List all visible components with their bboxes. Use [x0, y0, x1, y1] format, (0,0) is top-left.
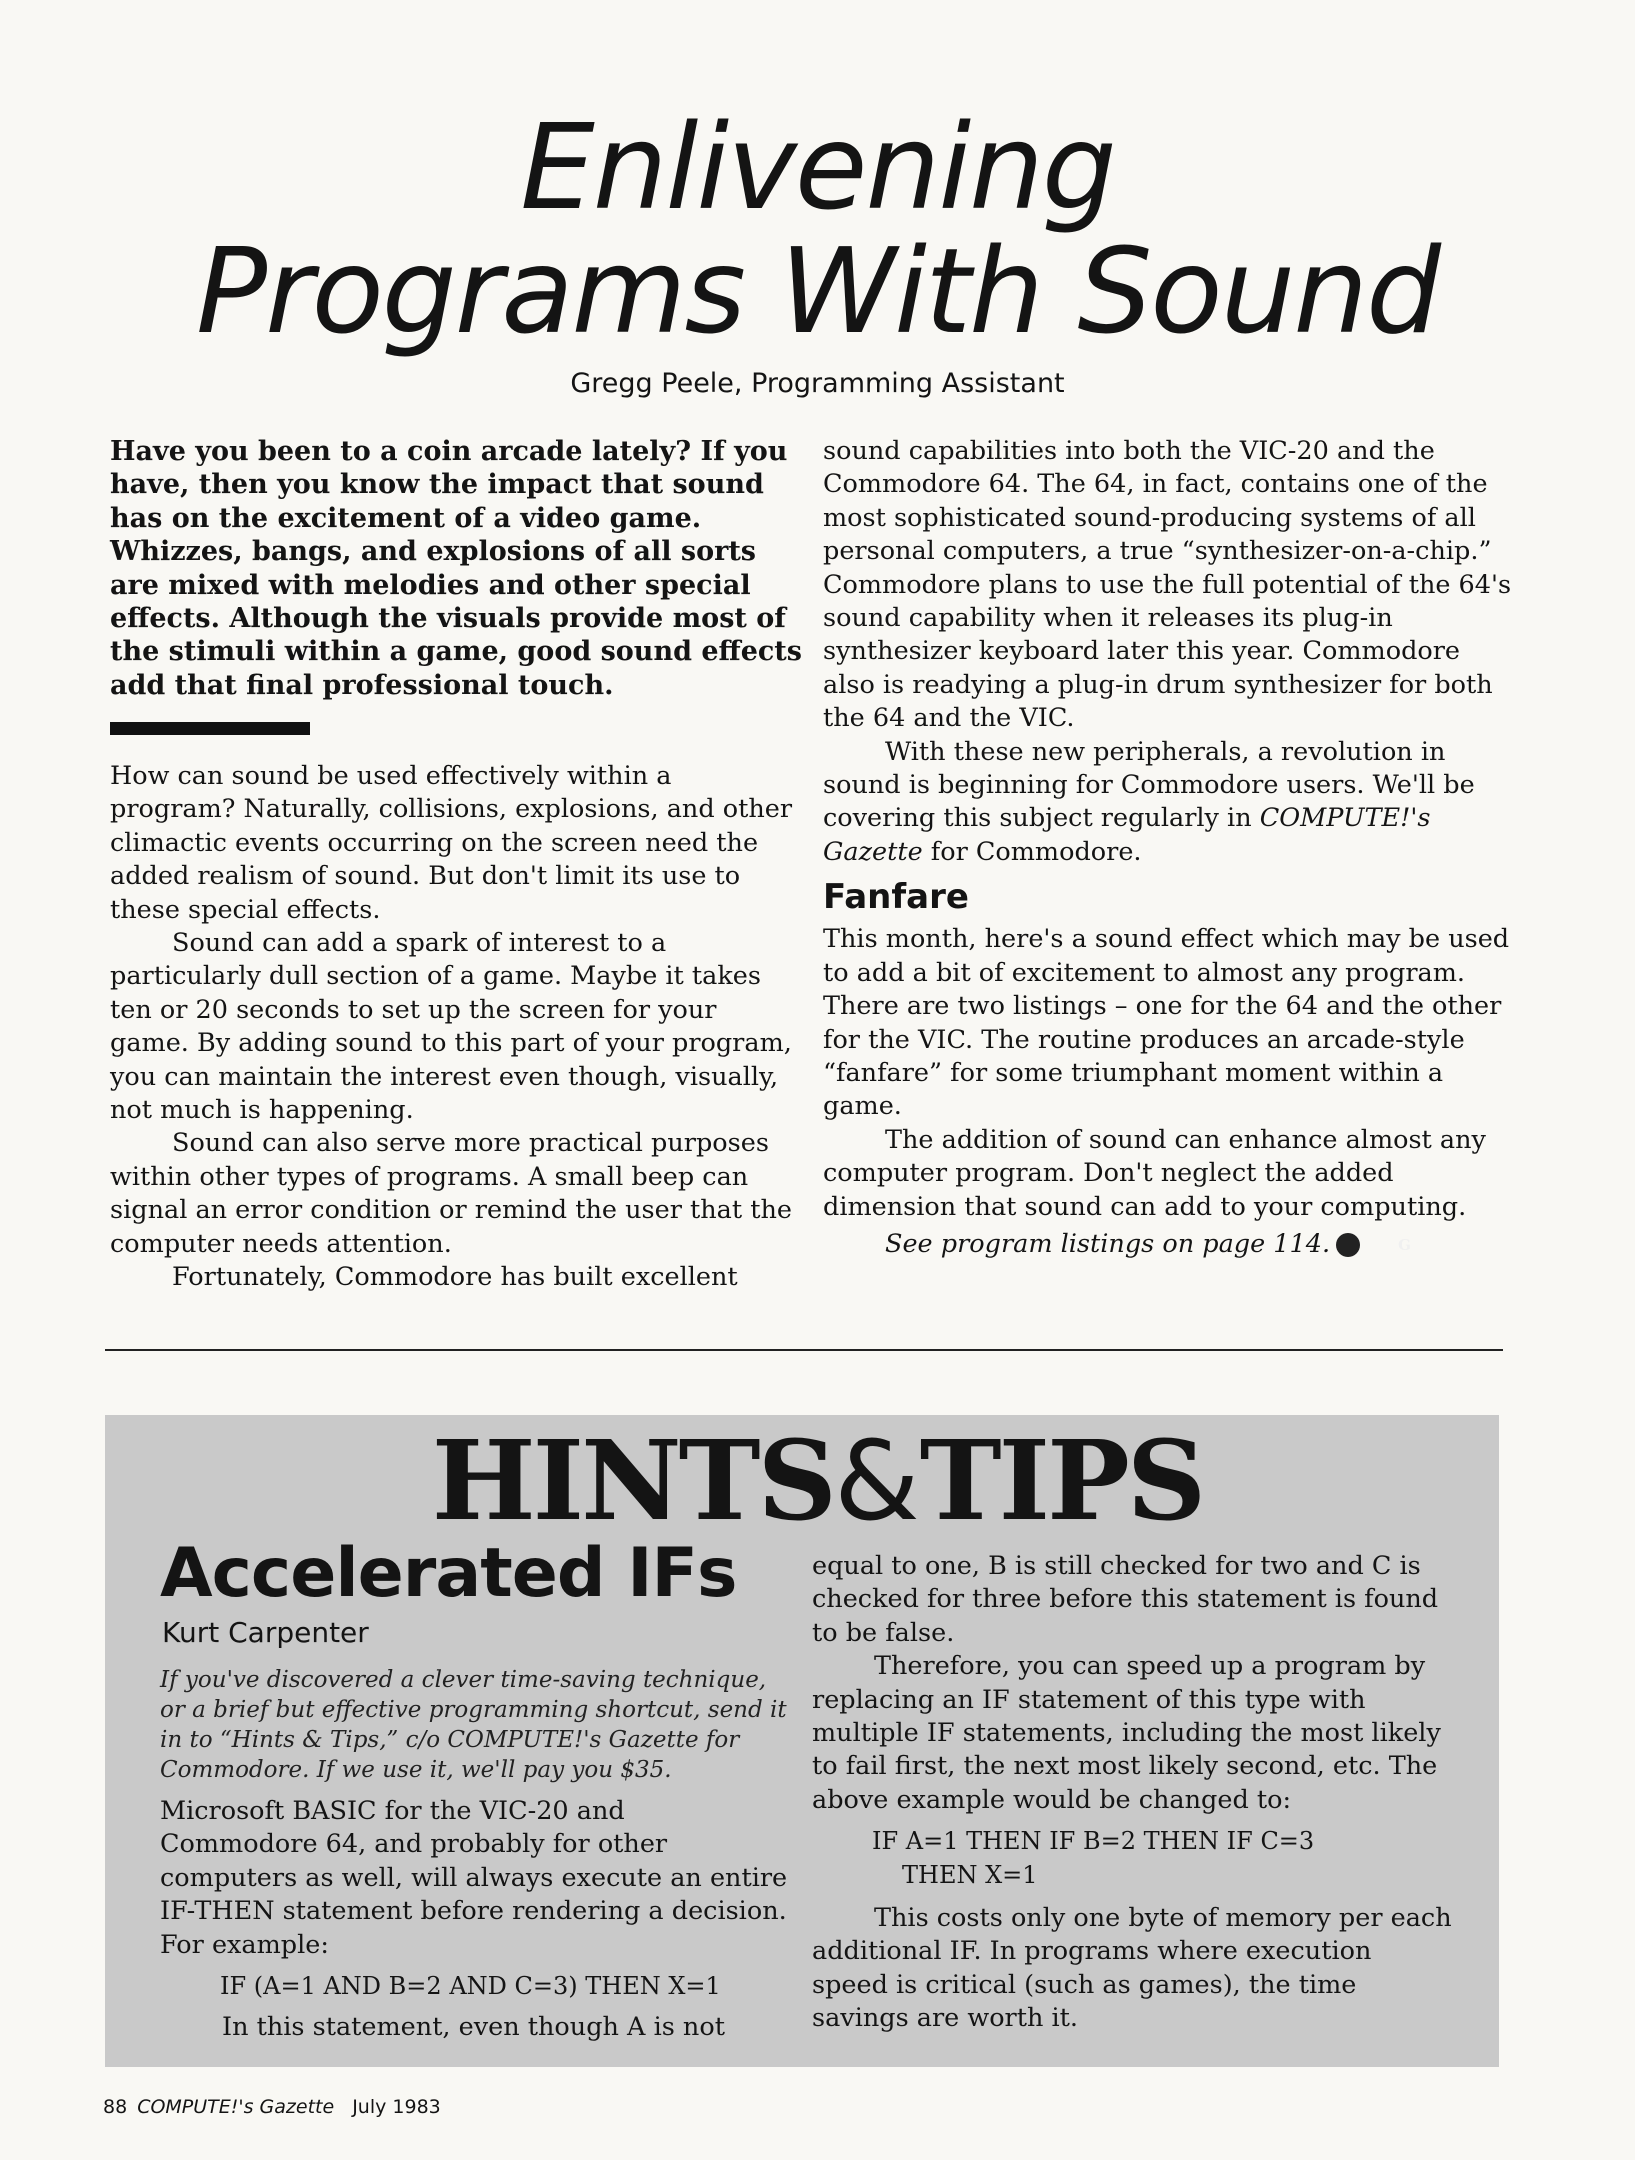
paragraph: Sound can add a spark of interest to a particularly dull section of a game. Maybe it takes ten or 20 seconds to set up the screen for your game. By adding sound to this part of your program, you can maintain the interest even though, visually, not much is happening.: [110, 928, 792, 1126]
paragraph: equal to one, B is still checked for two and C is checked for three before this statement is found to be false.: [812, 1551, 1439, 1648]
hint-left-column: [160, 1665, 790, 2045]
code-example: IF (A=1 AND B=2 AND C=3) THEN X=1: [220, 1972, 721, 2001]
section-heading: Fanfare: [823, 877, 969, 918]
paragraph: Therefore, you can speed up a program by replacing an IF statement of this type with multiple IF statements, including the most likely to fail first, the next most likely second, etc. The above example would be changed to:: [812, 1651, 1441, 1815]
paragraph: Fortunately, Commodore has built excellent: [172, 1262, 738, 1293]
article-right-column: [823, 435, 1513, 1261]
hints-tips-header: [0, 1416, 1635, 1545]
see-listing: [823, 1228, 1513, 1261]
end-mark-icon: G: [1336, 1233, 1360, 1257]
article-lead: Have you been to a coin arcade lately? If you have, then you know the impact that sound has on the excitement of a video game. Whizzes, bangs, and explosions of all sorts are mixed with melodies and other special effects. Although the visuals provide most of the stimuli within a game, good sound effects add that final professional touch.: [110, 436, 802, 701]
footer-date: July 1983: [352, 2096, 441, 2118]
article-title-line-2: Programs With Sound: [195, 222, 1440, 360]
ampersand: &: [833, 1417, 920, 1545]
code-example: IF A=1 THEN IF B=2 THEN IF C=3: [872, 1827, 1315, 1856]
paragraph: This costs only one byte of memory per each additional IF. In programs where execution speed is critical (such as games), the time savings are worth it.: [812, 1903, 1452, 2034]
code-example-continued: THEN X=1: [902, 1860, 1038, 1889]
section-divider: [105, 1349, 1503, 1351]
paragraph-text: With these new peripherals, a revolution in sound is beginning for Commodore users. We'll be covering this subject regularly in: [823, 736, 1475, 834]
paragraph: Sound can also serve more practical purposes within other types of programs. A small beep can signal an error condition or remind the user that the computer needs attention.: [110, 1128, 792, 1259]
see-listing-text: See program listings on page 114.: [885, 1228, 1331, 1259]
article-title-line-1: Enlivening: [520, 98, 1115, 236]
page-number: 88: [103, 2096, 128, 2118]
magazine-name: COMPUTE!'s Gazette: [823, 803, 1431, 867]
paragraph-text-end: for Commodore.: [930, 836, 1142, 867]
article-byline: Gregg Peele, Programming Assistant: [570, 368, 1065, 399]
submission-note: If you've discovered a clever time-saving technique, or a brief but effective programming shortcut, send it in to “Hints & Tips,” c/o COMPUTE!'s Gazette for Commodore. If we use it, we'll pay you $35.: [160, 1667, 787, 1783]
paragraph: Microsoft BASIC for the VIC-20 and Commodore 64, and probably for other computers as well, will always execute an entire IF-THEN statement before rendering a decision. For example:: [160, 1796, 788, 1960]
hint-right-column: [812, 1550, 1452, 2036]
hint-title: Accelerated IFs: [160, 1534, 737, 1613]
paragraph: [823, 736, 1513, 870]
hint-author: Kurt Carpenter: [162, 1616, 369, 1649]
article-left-column: [110, 760, 800, 1295]
paragraph: This month, here's a sound effect which may be used to add a bit of excitement to almost any program. There are two listings – one for the 64 and the other for the VIC. The routine produces an arcade-style “fanfare” for some triumphant moment within a game.: [823, 924, 1510, 1122]
tips-word: TIPS: [919, 1416, 1204, 1545]
footer-magazine: COMPUTE!'s Gazette: [137, 2096, 335, 2118]
paragraph: The addition of sound can enhance almost any computer program. Don't neglect the added dimension that sound can add to your computing.: [823, 1124, 1486, 1222]
lead-rule: [110, 722, 310, 735]
paragraph: In this statement, even though A is not: [222, 2012, 725, 2043]
paragraph: sound capabilities into both the VIC-20 and the Commodore 64. The 64, in fact, contains one of the most sophisticated sound-producing systems of all personal computers, a true “synthesizer-on-a-chip.” Commodore plans to use the full potential of the 64's sound capability when it releases its plug-in synthesizer keyboard later this year. Commodore also is readying a plug-in drum synthesizer for both the 64 and the VIC.: [823, 436, 1512, 734]
paragraph: How can sound be used effectively within a program? Naturally, collisions, explosions, and other climactic events occurring on the screen need the added realism of sound. But don't limit its use to these special effects.: [110, 761, 793, 925]
hints-word: HINTS: [431, 1416, 834, 1545]
page-footer: [103, 2096, 441, 2118]
